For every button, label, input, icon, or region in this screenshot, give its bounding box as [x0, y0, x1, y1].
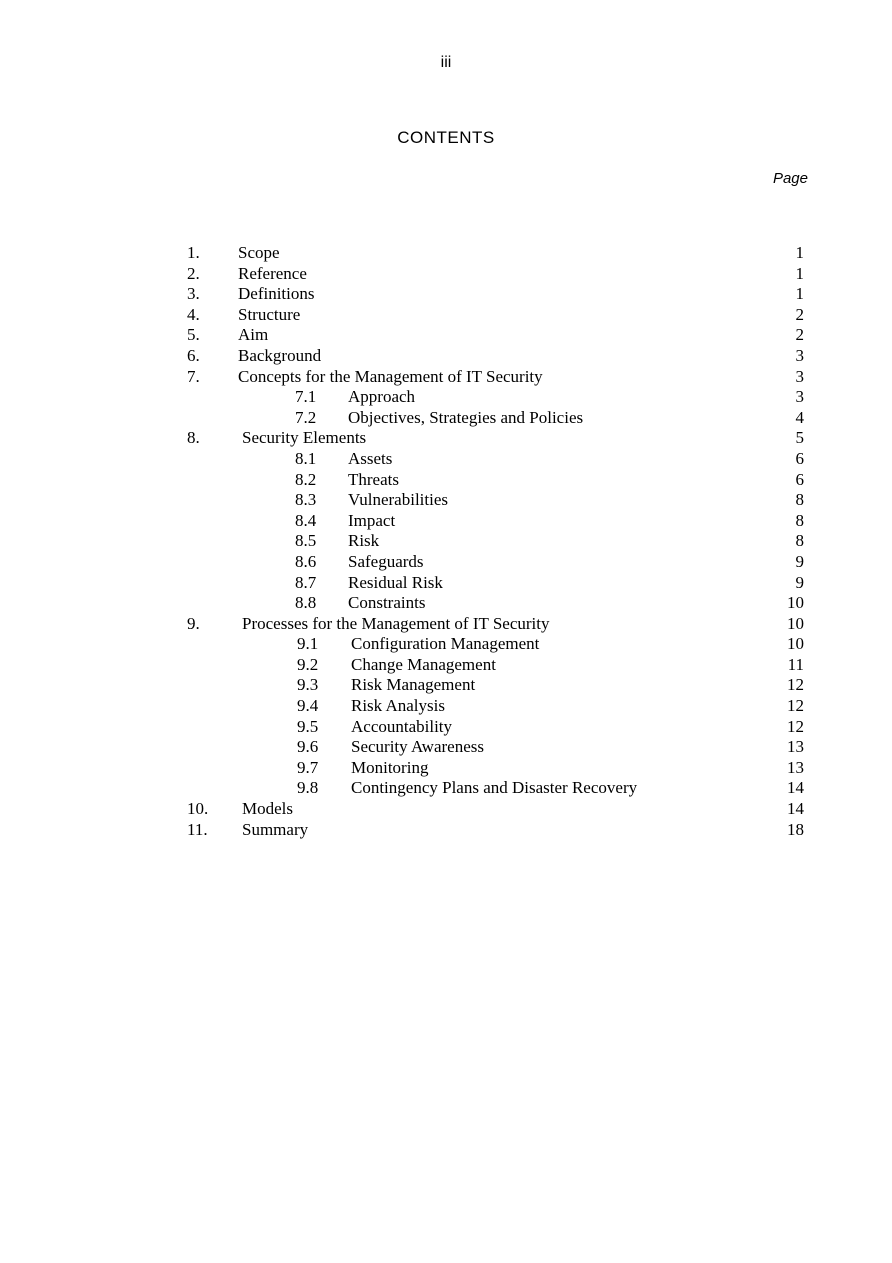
toc-subentry-title: Monitoring [351, 757, 429, 777]
toc-entry-title: Models [242, 799, 293, 819]
toc-entry-title: Summary [242, 819, 309, 839]
toc-subentry-number: 8.6 [295, 551, 317, 571]
toc-subentry-number: 7.1 [295, 387, 317, 407]
toc-entry-page: 10 [787, 593, 804, 613]
toc-entry [0, 264, 892, 285]
toc-entry-page: 3 [795, 345, 804, 365]
toc-subentry-title: Configuration Management [351, 634, 540, 654]
toc-entry [0, 820, 892, 841]
toc-entry-page: 3 [795, 366, 804, 386]
toc-entry-number: 6. [187, 345, 200, 365]
toc-entry [0, 346, 892, 367]
toc-entry-page: 10 [787, 613, 804, 633]
toc-entry-title: Structure [238, 304, 301, 324]
toc-entry-page: 6 [795, 448, 804, 468]
toc-entry-title: Aim [238, 325, 269, 345]
toc-entry [0, 531, 892, 552]
toc-entry [0, 758, 892, 779]
toc-subentry-number: 8.7 [295, 572, 317, 592]
toc-entry-number: 5. [187, 325, 200, 345]
toc-entry [0, 799, 892, 820]
toc-subentry-number: 8.2 [295, 469, 317, 489]
toc-entry-number: 10. [187, 799, 209, 819]
toc-subentry-number: 8.1 [295, 448, 317, 468]
page-column-label: Page [772, 170, 808, 187]
toc-subentry-number: 9.2 [297, 654, 319, 674]
toc-subentry-number: 8.4 [295, 510, 317, 530]
toc-subentry-title: Approach [348, 387, 416, 407]
table-of-contents [0, 243, 892, 840]
toc-entry-page: 12 [787, 675, 804, 695]
toc-entry [0, 593, 892, 614]
toc-entry [0, 284, 892, 305]
toc-subentry-number: 9.6 [297, 737, 319, 757]
toc-subentry-number: 9.3 [297, 675, 319, 695]
toc-entry [0, 243, 892, 264]
toc-entry-page: 8 [795, 490, 804, 510]
toc-entry-number: 2. [187, 263, 200, 283]
toc-entry-page: 8 [795, 510, 804, 530]
toc-entry [0, 490, 892, 511]
toc-subentry-number: 9.4 [297, 696, 319, 716]
toc-subentry-title: Accountability [351, 716, 453, 736]
page-number: iii [440, 54, 452, 71]
toc-entry-number: 9. [187, 613, 200, 633]
toc-subentry-title: Risk [348, 531, 380, 551]
toc-subentry-title: Impact [348, 510, 396, 530]
toc-subentry-title: Threats [348, 469, 399, 489]
toc-entry-page: 1 [795, 243, 804, 262]
toc-entry-page: 10 [787, 634, 804, 654]
toc-entry-page: 5 [795, 428, 804, 448]
toc-entry-title: Concepts for the Management of IT Security [238, 366, 543, 386]
toc-entry-title: Definitions [238, 284, 315, 304]
toc-entry-title: Security Elements [242, 428, 367, 448]
toc-subentry-title: Vulnerabilities [348, 490, 449, 510]
toc-entry [0, 717, 892, 738]
toc-entry-page: 12 [787, 716, 804, 736]
toc-entry [0, 778, 892, 799]
toc-subentry-title: Safeguards [348, 551, 424, 571]
toc-entry-number: 3. [187, 284, 200, 304]
toc-entry-title: Scope [238, 243, 280, 262]
toc-entry [0, 737, 892, 758]
contents-title: CONTENTS [397, 128, 495, 147]
toc-entry [0, 696, 892, 717]
toc-subentry-number: 9.7 [297, 757, 319, 777]
toc-subentry-number: 7.2 [295, 407, 317, 427]
toc-subentry-title: Objectives, Strategies and Policies [348, 407, 584, 427]
toc-entry [0, 573, 892, 594]
toc-entry-page: 11 [787, 654, 804, 674]
toc-entry-page: 9 [795, 551, 804, 571]
toc-entry-page: 4 [795, 407, 804, 427]
toc-subentry-title: Risk Management [351, 675, 476, 695]
toc-entry-page: 18 [787, 819, 804, 839]
toc-subentry-number: 9.8 [297, 778, 319, 798]
toc-subentry-title: Risk Analysis [351, 696, 445, 716]
toc-entry [0, 552, 892, 573]
toc-entry-page: 12 [787, 696, 804, 716]
toc-subentry-number: 8.8 [295, 593, 317, 613]
toc-entry-page: 8 [795, 531, 804, 551]
toc-entry-page: 2 [795, 304, 804, 324]
toc-entry-title: Reference [238, 263, 307, 283]
toc-entry-number: 8. [187, 428, 200, 448]
toc-entry-title: Processes for the Management of IT Security [242, 613, 550, 633]
toc-entry-page: 1 [795, 284, 804, 304]
toc-subentry-title: Assets [348, 448, 393, 468]
toc-subentry-title: Constraints [348, 593, 426, 613]
toc-entry [0, 367, 892, 388]
toc-entry-page: 6 [795, 469, 804, 489]
toc-entry-page: 14 [787, 799, 804, 819]
toc-entry-title: Background [238, 345, 322, 365]
toc-entry-number: 11. [187, 819, 208, 839]
toc-entry-number: 7. [187, 366, 200, 386]
toc-entry [0, 634, 892, 655]
toc-subentry-title: Change Management [351, 654, 496, 674]
toc-subentry-number: 9.5 [297, 716, 319, 736]
toc-entry-number: 1. [187, 243, 200, 262]
toc-subentry-title: Security Awareness [351, 737, 484, 757]
toc-entry [0, 408, 892, 429]
toc-entry-page: 3 [795, 387, 804, 407]
toc-entry [0, 675, 892, 696]
toc-entry [0, 325, 892, 346]
toc-subentry-title: Residual Risk [348, 572, 443, 592]
toc-entry-page: 14 [787, 778, 804, 798]
toc-entry [0, 428, 892, 449]
toc-entry [0, 470, 892, 491]
toc-entry [0, 655, 892, 676]
toc-entry-page: 2 [795, 325, 804, 345]
toc-entry-page: 13 [787, 737, 804, 757]
toc-entry-page: 1 [795, 263, 804, 283]
toc-entry [0, 305, 892, 326]
toc-subentry-number: 8.5 [295, 531, 317, 551]
toc-entry [0, 511, 892, 532]
toc-entry-page: 9 [795, 572, 804, 592]
toc-subentry-number: 9.1 [297, 634, 319, 654]
toc-subentry-title: Contingency Plans and Disaster Recovery [351, 778, 638, 798]
toc-entry [0, 614, 892, 635]
toc-entry [0, 449, 892, 470]
toc-entry-page: 13 [787, 757, 804, 777]
toc-entry [0, 387, 892, 408]
toc-subentry-number: 8.3 [295, 490, 317, 510]
toc-entry-number: 4. [187, 304, 200, 324]
